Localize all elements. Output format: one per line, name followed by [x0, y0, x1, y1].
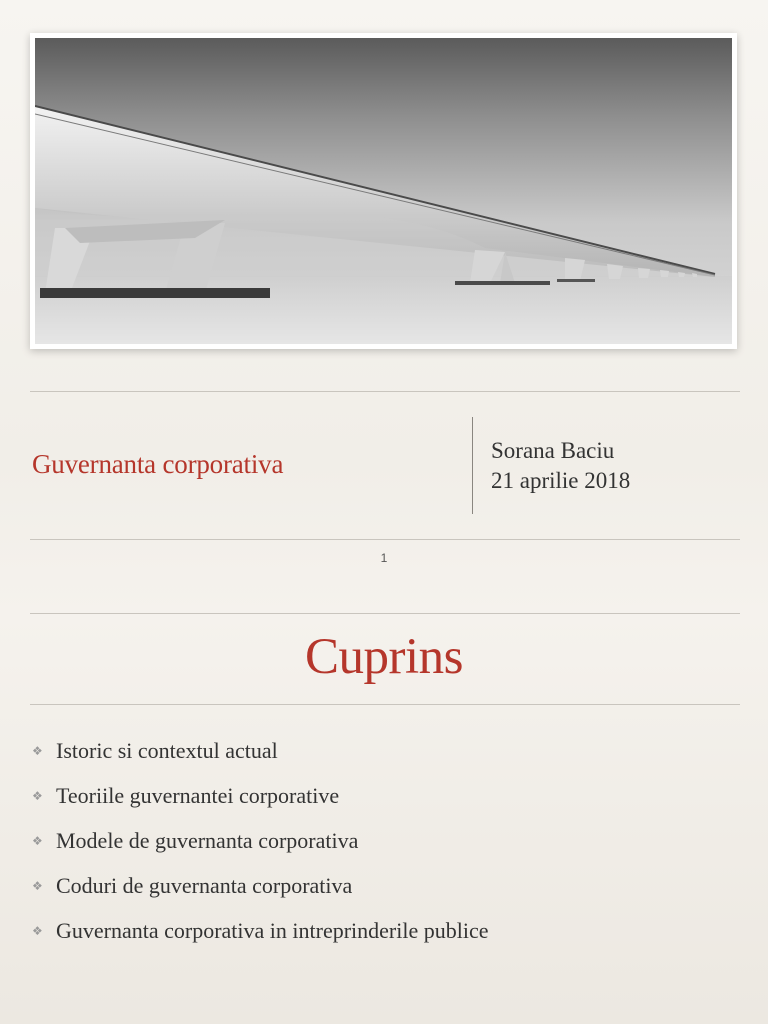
list-item: [32, 873, 489, 918]
list-item-text: Modele de guvernanta corporativa: [56, 828, 359, 853]
list-item: [32, 783, 489, 828]
presentation-date: 21 aprilie 2018: [491, 468, 631, 493]
diamond-cluster-icon: ❖: [32, 789, 43, 803]
vertical-divider: [472, 417, 473, 514]
list-item: [32, 828, 489, 873]
diamond-cluster-icon: ❖: [32, 834, 43, 848]
presentation-title: Guvernanta corporativa: [32, 449, 284, 479]
slide-title: Cuprins: [304, 629, 464, 685]
list-item-text: Guvernanta corporativa in intreprinderile publice: [56, 918, 489, 943]
diamond-cluster-icon: ❖: [32, 924, 43, 938]
diamond-cluster-icon: ❖: [32, 879, 43, 893]
list-item-text: Istoric si contextul actual: [56, 738, 278, 763]
divider-line: [30, 704, 740, 705]
divider-line: [30, 613, 740, 614]
list-item-text: Teoriile guvernantei corporative: [56, 783, 340, 808]
contents-list: [32, 738, 489, 963]
list-item: [32, 918, 489, 963]
bridge-photo: [30, 33, 737, 349]
author-name: Sorana Baciu: [491, 438, 615, 463]
diamond-cluster-icon: ❖: [32, 744, 43, 758]
list-item-text: Coduri de guvernanta corporativa: [56, 873, 353, 898]
list-item: [32, 738, 489, 783]
author-block: [491, 436, 630, 496]
divider-line: [30, 539, 740, 540]
divider-line: [30, 391, 740, 392]
page-number: 1: [380, 551, 388, 565]
